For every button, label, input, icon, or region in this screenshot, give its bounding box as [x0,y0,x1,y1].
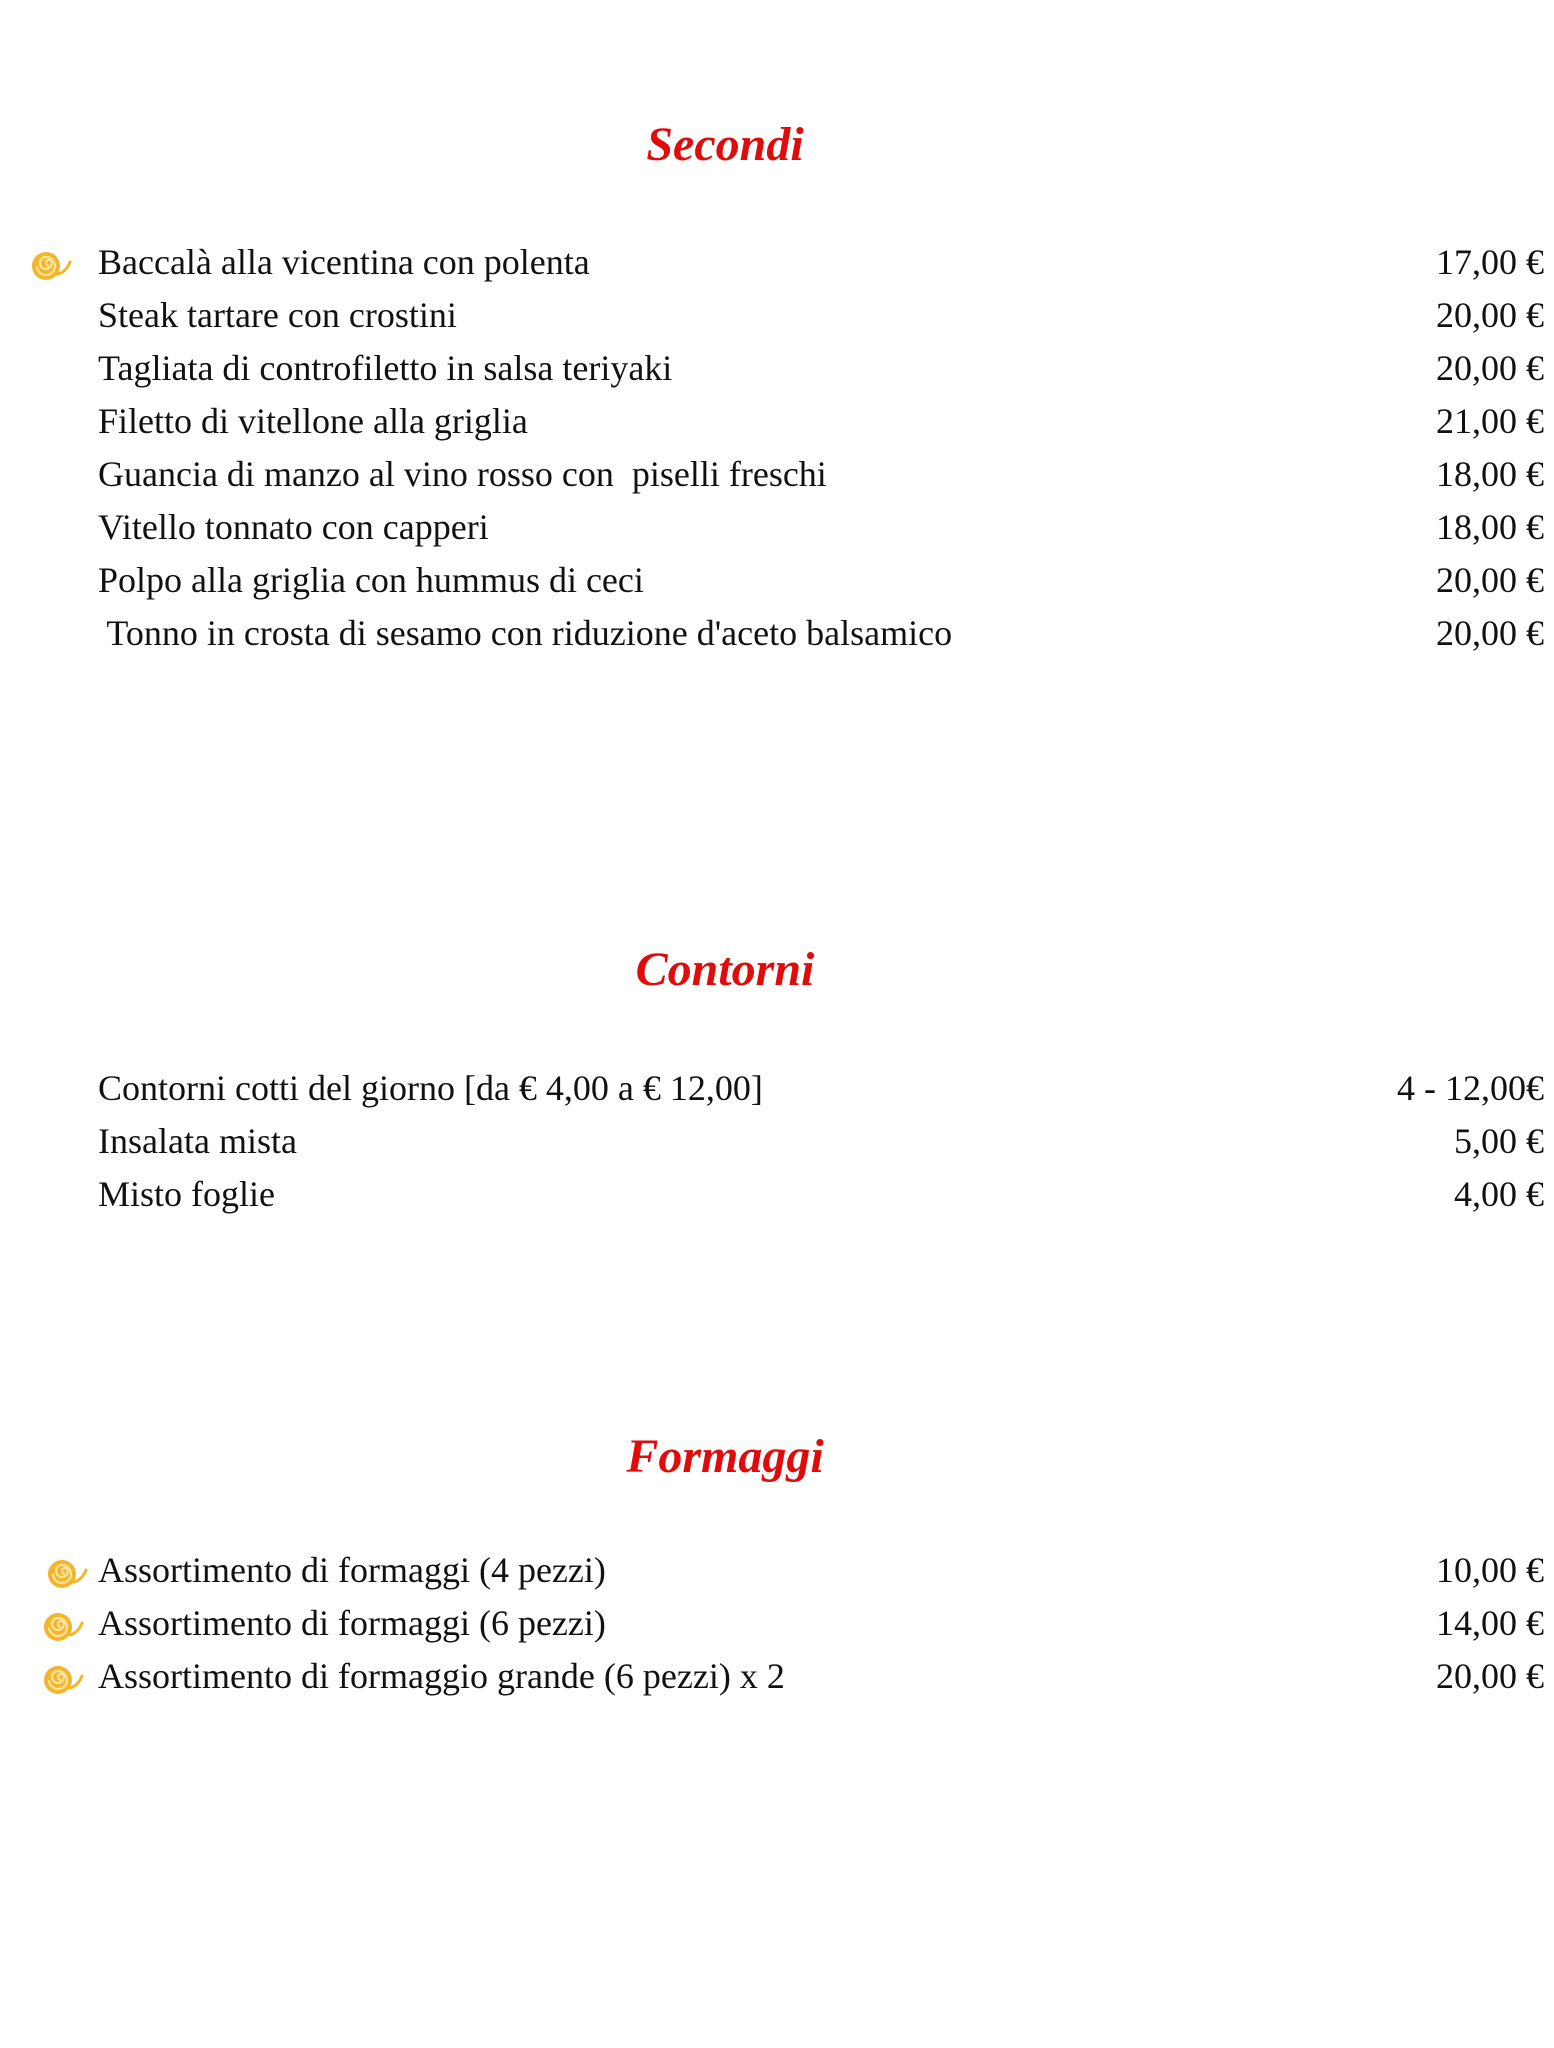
menu-item-price: 20,00 € [1436,560,1544,600]
menu-item-price: 5,00 € [1454,1121,1544,1161]
menu-item-name: Guancia di manzo al vino rosso con piselli freschi [98,454,827,494]
menu-item-price: 20,00 € [1436,295,1544,335]
menu-item-name: Filetto di vitellone alla griglia [98,401,528,441]
snail-icon [44,1556,90,1590]
menu-item-name: Assortimento di formaggi (6 pezzi) [98,1603,606,1643]
menu-item [0,1597,1554,1650]
menu-item-name: Contorni cotti del giorno [da € 4,00 a € 12,00] [98,1068,763,1108]
menu-item [0,236,1554,289]
menu-item-price: 17,00 € [1436,242,1544,282]
menu-list-contorni [0,1062,1554,1221]
menu-list-formaggi [0,1544,1554,1703]
snail-icon [40,1609,86,1643]
menu-item-name: Polpo alla griglia con hummus di ceci [98,560,644,600]
menu-item-price: 21,00 € [1436,401,1544,441]
menu-item-name: Assortimento di formaggi (4 pezzi) [98,1550,606,1590]
menu-item-name: Baccalà alla vicentina con polenta [98,242,590,282]
menu-item [0,448,1554,501]
section-title-secondi: Secondi [646,118,804,171]
menu-item-name: Assortimento di formaggio grande (6 pezzi) x 2 [98,1656,785,1696]
section-title-formaggi: Formaggi [626,1430,824,1483]
menu-item-price: 4,00 € [1454,1174,1544,1214]
menu-list-secondi [0,236,1554,660]
menu-item [0,342,1554,395]
menu-item [0,1168,1554,1221]
menu-item [0,1115,1554,1168]
menu-item-name: Tagliata di controfiletto in salsa teriyaki [98,348,673,388]
menu-item [0,1544,1554,1597]
menu-item-price: 10,00 € [1436,1550,1544,1590]
menu-item-name: Vitello tonnato con capperi [98,507,489,547]
menu-item [0,501,1554,554]
menu-item [0,1062,1554,1115]
menu-item-price: 20,00 € [1436,1656,1544,1696]
section-title-contorni: Contorni [635,943,815,996]
menu-item-name: Tonno in crosta di sesamo con riduzione d'aceto balsamico [98,613,953,653]
menu-item-name: Insalata mista [98,1121,297,1161]
menu-item-price: 20,00 € [1436,348,1544,388]
menu-item-price: 18,00 € [1436,454,1544,494]
menu-item-price: 4 - 12,00€ [1397,1068,1544,1108]
menu-item-price: 20,00 € [1436,613,1544,653]
menu-item-price: 14,00 € [1436,1603,1544,1643]
menu-item [0,607,1554,660]
menu-item [0,1650,1554,1703]
snail-icon [28,248,74,282]
snail-icon [40,1662,86,1696]
menu-item [0,554,1554,607]
menu-item [0,395,1554,448]
menu-item [0,289,1554,342]
menu-item-name: Steak tartare con crostini [98,295,457,335]
menu-item-price: 18,00 € [1436,507,1544,547]
menu-item-name: Misto foglie [98,1174,275,1214]
